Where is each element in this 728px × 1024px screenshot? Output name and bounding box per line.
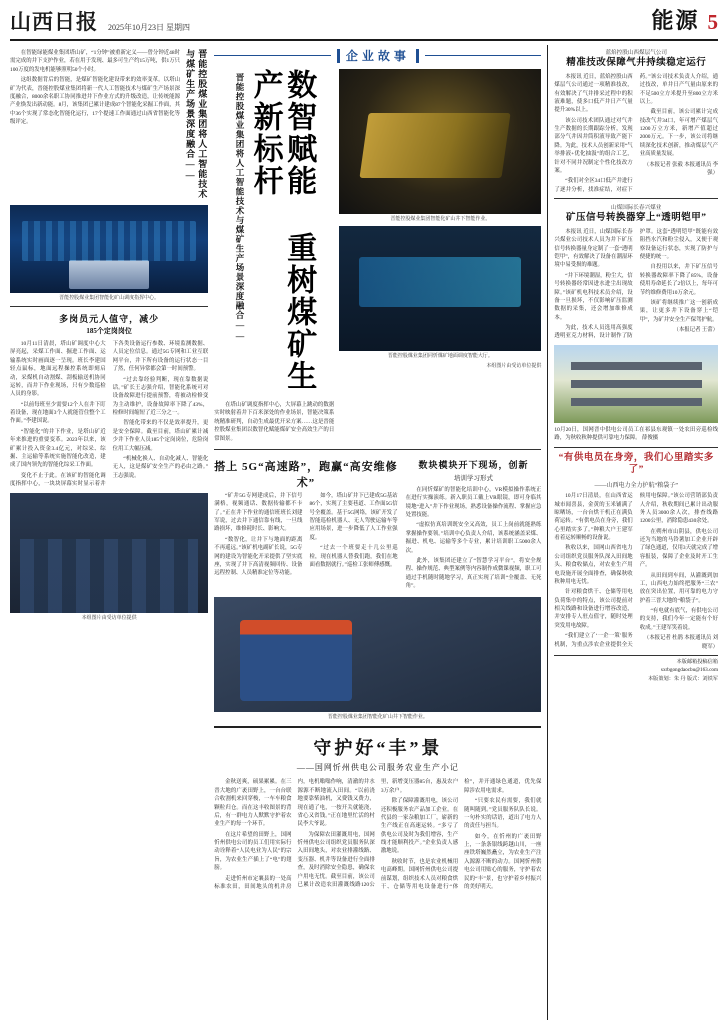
paragraph: 本报讯 近日，山煤国际长春兴煤业公司技术人员为井下矿压信号转换器量身定制了一套“透明铠甲”，有效解决了设备在潮湿环境中易受损的难题。: [554, 228, 633, 269]
paragraph: “以前每班至少需要12个人在井下盯着设备，现在地面3个人就能管住整个工作面。”李建国说。: [10, 401, 106, 425]
paragraph: “智能化”的井下作业，是塔山矿近年来推进的重要变革。2023年以来，该矿累计投入资金3.4亿元，对综采、综掘、主运输等系统实施智能化改造，建成了国内领先的智能化综采工作面。: [10, 428, 106, 469]
footer-divider: [554, 655, 718, 683]
lead-block: [10, 49, 208, 199]
paragraph: “只要农民有需要，我们就随叫随到。”党员服务队队长说。一句朴实的话语，道出了电力人的责任与担当。: [464, 798, 542, 830]
lead-text-block: [10, 49, 180, 199]
main-headline-block: [214, 69, 334, 399]
newspaper-logo: 山西日报: [10, 10, 98, 34]
feature-subhead: ——国网忻州供电公司服务农业生产小记: [296, 763, 459, 773]
story-5g-title: 搭上 5G“高速路”，跑赢“高安维修术”: [214, 460, 398, 489]
masthead: [10, 6, 718, 36]
paragraph: 在同忻煤矿的智能化培训中心，VR模拟操作系统正在进行实操演练。新入职员工戴上VR眼镜，即可身临其境地“进入”井下作业现场，熟悉设备操作流程、掌握应急处置技能。: [405, 486, 542, 518]
story1-headline: 精准技改保障气井持续稳定运行: [566, 58, 707, 68]
paragraph: 该矿将继续推广这一创新成果，让更多井下设备穿上“铠甲”，为矿井安全生产保驾护航。: [639, 299, 718, 323]
divider: [214, 449, 541, 450]
headline-photos: [339, 69, 541, 399]
paragraph: 从田间到车间，从灌溉到加工，山西电力始终把服务“三农”放在突出位置，用可靠的电力守护着三晋大地的“粮袋子”。: [639, 572, 718, 604]
paragraph: 秋收以来，国网山西省电力公司组织党员服务队深入田间地头、粮食收储点，对农业生产用电设施开展全面排查，确保秋收秋种用电无忧。: [554, 545, 633, 585]
dispatch-hall-photo: [339, 226, 541, 351]
story3-subhead: ——山西电力全力护航“粮袋子”: [594, 483, 678, 490]
story-banner: [214, 47, 541, 64]
divider: [554, 447, 718, 448]
page-number: 5: [707, 10, 718, 34]
control-room-photo: [10, 205, 208, 293]
paragraph: “数智化，让井下与地面的距离不再遥远。”该矿机电副矿长说，5G专网的建设为智能化开采提供了坚实底座，实现了井下高清视频回传、设备远程控制、人员精准定位等功能。: [214, 536, 303, 577]
story2-body: [554, 228, 718, 341]
story1-kicker: 蓝焰控股山西煤层气公司: [605, 50, 667, 56]
lead-vertical-subtitle: 晋能控股煤业集团将人工智能技术与煤矿生产场景深度融合——: [185, 49, 208, 199]
center-two-stories: [214, 454, 541, 593]
paragraph: 走进忻州市定襄县的一处高标准农田，田间地头的机井房内，电机嗡嗡作响，清澈的井水源源不断地流入田间。“以前浇地要靠柴油机，又费钱又费力，现在通了电，一按开关就能浇，省心又省钱。”正在地里忙活的村民李大爷说。: [214, 779, 375, 890]
story2-kicker: 山煤国际长春兴煤业: [611, 205, 662, 212]
paragraph: “我们建立了‘一企一策’服务机制，为重点涉农企业提供全天候用电保障。”该公司营销部负责人介绍，秋收期间已累计出动服务人员3000余人次，排查线路1200公里，消除隐患430余处。: [554, 493, 718, 648]
paragraph: 此外，该集团还建立了“智慧学习平台”，将安全规程、操作规范、典型案例等内容制作成微课视频，职工可通过手机随时随地学习，真正实现了培训“全覆盖、无死角”。: [405, 557, 542, 589]
banner-label: 企业故事: [345, 49, 410, 63]
body-grid: [10, 45, 718, 1020]
right-column: [547, 45, 718, 1020]
main-headline: 数智赋能 重树煤矿生产新标杆: [248, 69, 316, 392]
divider: [554, 198, 718, 199]
divider: [10, 306, 208, 307]
paragraph: 在塔山矿调度指挥中心，大屏幕上跳动的数据实时映射着井下百米深处的作业场景，智能决策系统精准研判，自动生成最优开采方案……这是晋能控股煤业集团以数智化赋能煤矿安全高效生产的日常图景。: [214, 402, 335, 442]
paragraph: “虚拟仿真培训既安全又高效，员工上岗前就能熟练掌握操作要领。”培训中心负责人介绍，该系统涵盖采煤、掘进、机电、运输等多个专业，累计培训职工5000余人次。: [405, 522, 542, 554]
paragraph: 变化不止于此。在该矿的智能化调度指挥中心，一块块屏幕实时显示着井下各类设备运行参数、环境监测数据、人员定位信息。通过5G专网和工业互联网平台，井下所有设备的运行状态一目了然，任何异常都会第一时间预警。: [10, 341, 209, 487]
masthead-right: [651, 4, 718, 36]
paragraph: “有电就有底气，有供电公司的支持，我们今年一定能有个好收成。”王建军笑着说。: [639, 608, 718, 631]
lead-paragraph: 这组数据背后的智能，是煤矿智能化建设带来的效率变革。以塔山矿为代表，晋能控股煤业集团将新一代人工智能技术与煤矿生产场景深度融合，8000余名职工协同推进井下作业方式的升级改造，让传统能源产业焕发出新动能。8月，该集团已累计建成87个智能化采掘工作面，其中36个实现了常态化智能化运行，17个提速工作面通过山西省智能化等级评定。: [10, 77, 180, 125]
paragraph: “过去一个班要走十几公里巡检，现在机器人替我们跑，我们在地面看数据就行。”巡检工张师傅感慨。: [309, 545, 398, 568]
story2-headline: 矿压信号转换器穿上“透明铠甲”: [565, 213, 707, 224]
story-5g-body: [214, 492, 397, 578]
center-subsection: [214, 401, 541, 445]
paragraph: “我们对全区34口低产井进行了逐井分析，找准症结，对症下药。”该公司技术负责人介绍，通过技改，单井日产气量由原来的不足500立方米提升至800立方米以上。: [554, 73, 718, 193]
paragraph: 10月11日清晨，塔山矿调度中心大屏亮起，采煤工作面、掘进工作面、运输系统实时画面逐一呈现。班长李建国轻点鼠标，地面远程操控系统即刻启动，采煤机自动割煤、刮板输送机协同运转，而井下作业现场，只有少数巡检人员的身影。: [10, 341, 106, 398]
paragraph: 本报讯 近日，蓝焰控股山西煤层气公司通过一项精准技改，有效解决了气井排采过程中的积液难题，使多口低产井日产气量提升30%以上。: [554, 73, 633, 114]
field-inspection-photo: [554, 345, 718, 423]
paragraph: 为保障农田灌溉用电，国网忻州供电公司组织党员服务队深入田间地头，对农业排灌线路、变压器、机井等设备进行全面排查，及时消除安全隐患，确保农户用电无忧。截至目前，该公司已累计改造农田灌溉线路120公里，新增变压器85台，惠及农户3万余户。: [297, 779, 459, 888]
dispatch-hall-photo-caption: 晋能控股煤业集团同忻煤矿地面调度智能大厅。: [387, 354, 493, 359]
paragraph: 该公司技术团队通过对气井生产数据的长期跟踪分析，发现部分气井因井筒积液导致产能下降。为此，技术人员创新采用“气举排液+优化抽汲”的组合工艺，针对不同井况制定个性化技改方案。: [554, 117, 633, 174]
section-title: 能源: [651, 8, 700, 33]
byline: （本报记者 王蕾）: [673, 327, 718, 333]
feature-headline: 守护好“丰”景: [313, 738, 443, 759]
worker-photo-caption: 晋能控股煤业集团智能化矿山井下智能作业。: [327, 715, 428, 721]
story1-body: [554, 73, 718, 194]
paragraph: “矿井5G专网建成后，井下信号满格，视频通话、数据传输都不卡了。”正在井下作业的通信班班长刘建军说，过去井下通信靠有线，一旦线路损坏，维修耗时长、影响大。: [214, 492, 303, 533]
paragraph: 智能化带来的不仅是效率提升，更是安全保障。截至目前，塔山矿累计减少井下作业人员185个定岗岗位，危险岗位用工大幅压减。: [112, 420, 209, 452]
paragraph: 为此，技术人员选用高强度透明亚克力材料，设计制作了防护罩。这套“透明铠甲”既能有效阻挡水汽和粉尘侵入，又便于观察设备运行状态，实现了防护与便捷的统一。: [554, 228, 718, 340]
headline-photo-row: [214, 69, 541, 399]
banner-bar-right: [416, 49, 419, 63]
left-column: [10, 45, 208, 1020]
main-headline-sub: 晋能控股煤业集团将人工智能技术与煤矿生产场景深度融合——: [235, 73, 246, 342]
mine-photo-caption: 晋能控股煤业集团智能化矿山井下智能作业。: [390, 217, 491, 222]
story-training-title: 数块模块开下现场，创新: [418, 459, 529, 470]
footer-credits: 本版策划：朱 丹 版式：刘铁军: [647, 675, 718, 682]
paragraph: 截至目前，该公司累计完成技改气井34口，年可增产煤层气1200万立方米，新增产值超过2000万元。下一步，该公司将继续深化技术创新，推动煤层气产业高质量发展。: [639, 109, 718, 158]
left-story-body: [10, 340, 208, 488]
banner-bar-left: [337, 49, 340, 63]
center-story-training: [406, 454, 542, 593]
paragraph: 秋收时节，也是农业机械用电高峰期。国网忻州供电公司提前谋划，组织技术人员对粮食烘干、仓储等用电设备进行“体检”，并开通绿色通道，优先保障涉农用电需求。: [380, 779, 542, 890]
team-photo-caption: 本组图片由受访单位提供: [81, 616, 137, 622]
story-training-subtitle: 培训学习形式: [454, 474, 494, 482]
divider-double: [214, 726, 541, 728]
byline: （本报记者 杜鹃 本报通讯员 刘晓军）: [643, 635, 718, 650]
paragraph: 如今，在忻州的广袤田野上，一条条银线跨越山川，一座座铁塔巍然矗立，为农业生产注入源源不断的动力。国网忻州供电公司用贴心的服务，守护着农民的“丰”景，也守护着乡村振兴的美好明天。: [464, 833, 542, 890]
paragraph: 10月17日清晨，在山西省运城市闻喜县，金黄的玉米铺满了晾晒场，一台台烘干机正在满负荷运转。“有供电员在身旁，我们心里踏实多了。”种粮大户王建军看着运转顺畅的设备说。: [554, 493, 633, 541]
team-photo: [10, 493, 208, 613]
left-story-title2: 185个定岗岗位: [86, 327, 132, 335]
feature-body: [214, 778, 541, 891]
field-photo-caption: 10月20日，国网晋中供电公司员工在祁县东观镇一处农田旁巡检线路，为秋收秋种提供可靠电力保障。 薛俊摄: [554, 426, 718, 442]
paragraph: 如今，塔山矿井下已建成5G基站86个，实现了主要巷道、工作面5G信号全覆盖。基于5G网络，该矿开发了智能巡检机器人、无人驾驶运输车等应用场景，进一步降低了人工作业强度。: [309, 492, 398, 541]
paragraph: 自投用以来，井下矿压信号转换器故障率下降了85%，设备使用寿命延长了2倍以上，每年可节约维修费用10万余元。: [639, 264, 718, 296]
byline: （本报记者 张毅 本报通讯员 李强）: [643, 161, 718, 176]
paragraph: 除了保障灌溉用电，该公司还积极服务农产品加工企业。在代县的一家杂粮加工厂，崭新的生产线正在高速运转。“多亏了供电公司及时为我们增容，生产线才能顺利投产。”企业负责人感激地说。: [380, 798, 459, 855]
center-column: [214, 45, 541, 1020]
left-story-title: 多岗员元人值守，减少: [59, 314, 160, 324]
worker-photo: [214, 597, 541, 712]
footer-email[interactable]: sxrbgongdaocbu@163.com: [660, 667, 718, 674]
footer-email-label: 本版邮箱投稿信箱: [676, 658, 718, 665]
lead-paragraph: 在智能绿能煤业集团塔山矿，“1分钟”被重新定义——曾分钟近48时需完成的井下支护作业，若在用于发现、最多可生产约15万吨，供1万只100万度的发电机能够照明50个小时。: [10, 50, 180, 73]
paragraph: 在这片希望的田野上，国网忻州供电公司的员工们用实际行动诠释着“人民电业为人民”的宗旨，为农业生产插上了“电”的翅膀。: [214, 831, 292, 872]
control-room-photo-caption: 晋能控股煤业集团智能化矿山调度指挥中心。: [59, 296, 160, 301]
paragraph: “过去靠经验判断，现在靠数据说话。”矿长王志强介绍，智能化系统可对设备故障进行提前预警，将被动检修变为主动维护，设备故障率下降了43%，检修时间缩短了近三分之一。: [112, 376, 209, 416]
publish-date: 2025年10月23日 星期四: [108, 23, 190, 32]
mine-photo: [339, 69, 541, 214]
banner-line-right: [425, 55, 542, 56]
story3-body: [554, 492, 718, 651]
paragraph: 针对粮食烘干、仓储等用电负荷集中的特点，该公司提前对相关线路和设备进行增容改造，并安排专人驻点值守，随时处理突发用电故障。: [554, 589, 633, 629]
photo-credit: 本组图片由受访单位提供: [486, 364, 542, 369]
paragraph: 金秋送爽，硕果累累。在三晋大地的广袤田野上，一台台联合收割机来回穿梭，一车车粮食颗粒归仓。而在这丰收图景的背后，有一群电力人默默守护着农业生产的每一个环节。: [214, 779, 292, 828]
center-story-5g: [214, 454, 397, 593]
paragraph: “井下环境潮湿，粉尘大，信号转换器经常因进水进尘出现故障。”该矿机电科技术员介绍，设备一旦损坏，不仅影响矿压监测数据的采集，还会增加维修成本。: [554, 272, 633, 321]
paragraph: “机械化换人、自动化减人、智能化无人，这是煤矿安全生产的必由之路。”王志强说。: [112, 455, 209, 479]
center-lead-col: [214, 401, 334, 445]
banner-line-left: [214, 55, 331, 56]
center-lead-col2: [340, 401, 541, 445]
story3-headline: “有供电员在身旁，我们心里踏实多了”: [558, 452, 714, 476]
masthead-rule: [10, 39, 718, 41]
paragraph: 在朔州市山阴县，供电公司还为当地的马铃薯加工企业开辟了绿色通道，仅用3天就完成了增容报装，保障了企业及时开工生产。: [639, 528, 718, 569]
